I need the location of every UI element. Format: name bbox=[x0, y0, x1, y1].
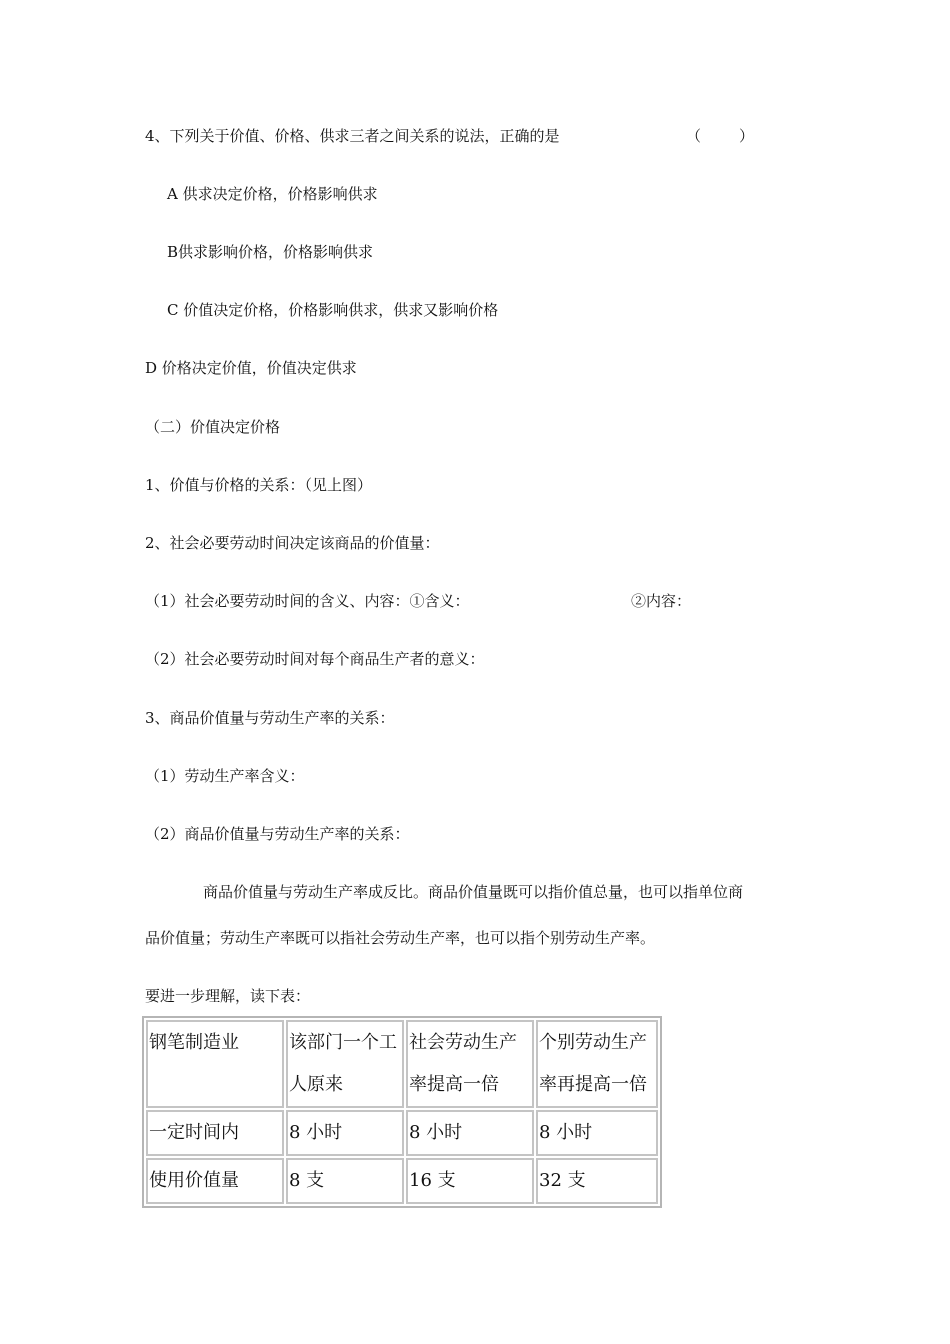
production-table bbox=[142, 1016, 662, 1208]
paragraph-line-1: 商品价值量与劳动生产率成反比。商品价值量既可以指价值总量，也可以指单位商 bbox=[203, 883, 744, 901]
option-a: A 供求决定价格，价格影响供求 bbox=[167, 185, 378, 203]
table-cell: 一定时间内 bbox=[146, 1110, 284, 1156]
table-cell: 32 支 bbox=[536, 1158, 658, 1204]
item-2-1-content: ②内容： bbox=[631, 592, 692, 610]
table-header-cell: 个别劳动生产率再提高一倍 bbox=[536, 1020, 658, 1108]
table-cell: 8 支 bbox=[286, 1158, 404, 1204]
item-2: 2、社会必要劳动时间决定该商品的价值量： bbox=[145, 534, 440, 552]
item-3-1: （1）劳动生产率含义： bbox=[145, 767, 305, 785]
item-3: 3、商品价值量与劳动生产率的关系： bbox=[145, 709, 395, 727]
question-4-stem bbox=[145, 126, 560, 146]
section-heading: （二）价值决定价格 bbox=[145, 418, 281, 436]
answer-bracket-open: （ bbox=[686, 127, 702, 145]
table-header-cell: 该部门一个工人原来 bbox=[286, 1020, 404, 1108]
answer-bracket bbox=[686, 126, 754, 146]
table-intro: 要进一步理解，读下表： bbox=[145, 987, 311, 1005]
item-2-1-meaning: （1）社会必要劳动时间的含义、内容：①含义： bbox=[145, 592, 470, 610]
option-d: D 价格决定价值，价值决定供求 bbox=[145, 359, 357, 377]
item-3-2: （2）商品价值量与劳动生产率的关系： bbox=[145, 825, 410, 843]
table-header-row bbox=[146, 1020, 658, 1108]
table-header-cell: 钢笔制造业 bbox=[146, 1020, 284, 1108]
table-header-cell: 社会劳动生产率提高一倍 bbox=[406, 1020, 534, 1108]
answer-bracket-close: ） bbox=[739, 127, 755, 145]
table-cell: 8 小时 bbox=[286, 1110, 404, 1156]
item-1: 1、价值与价格的关系：（见上图） bbox=[145, 476, 373, 494]
table-cell: 使用价值量 bbox=[146, 1158, 284, 1204]
table-cell: 8 小时 bbox=[406, 1110, 534, 1156]
table-cell: 16 支 bbox=[406, 1158, 534, 1204]
item-2-2: （2）社会必要劳动时间对每个商品生产者的意义： bbox=[145, 650, 485, 668]
table-row bbox=[146, 1110, 658, 1156]
option-b: B供求影响价格，价格影响供求 bbox=[167, 243, 374, 261]
question-4-stem-text: 4、下列关于价值、价格、供求三者之间关系的说法，正确的是 bbox=[145, 127, 560, 145]
option-c: C 价值决定价格，价格影响供求，供求又影响价格 bbox=[167, 301, 499, 319]
paragraph-line-2: 品价值量；劳动生产率既可以指社会劳动生产率，也可以指个别劳动生产率。 bbox=[145, 929, 656, 947]
table-cell: 8 小时 bbox=[536, 1110, 658, 1156]
table-row bbox=[146, 1158, 658, 1204]
